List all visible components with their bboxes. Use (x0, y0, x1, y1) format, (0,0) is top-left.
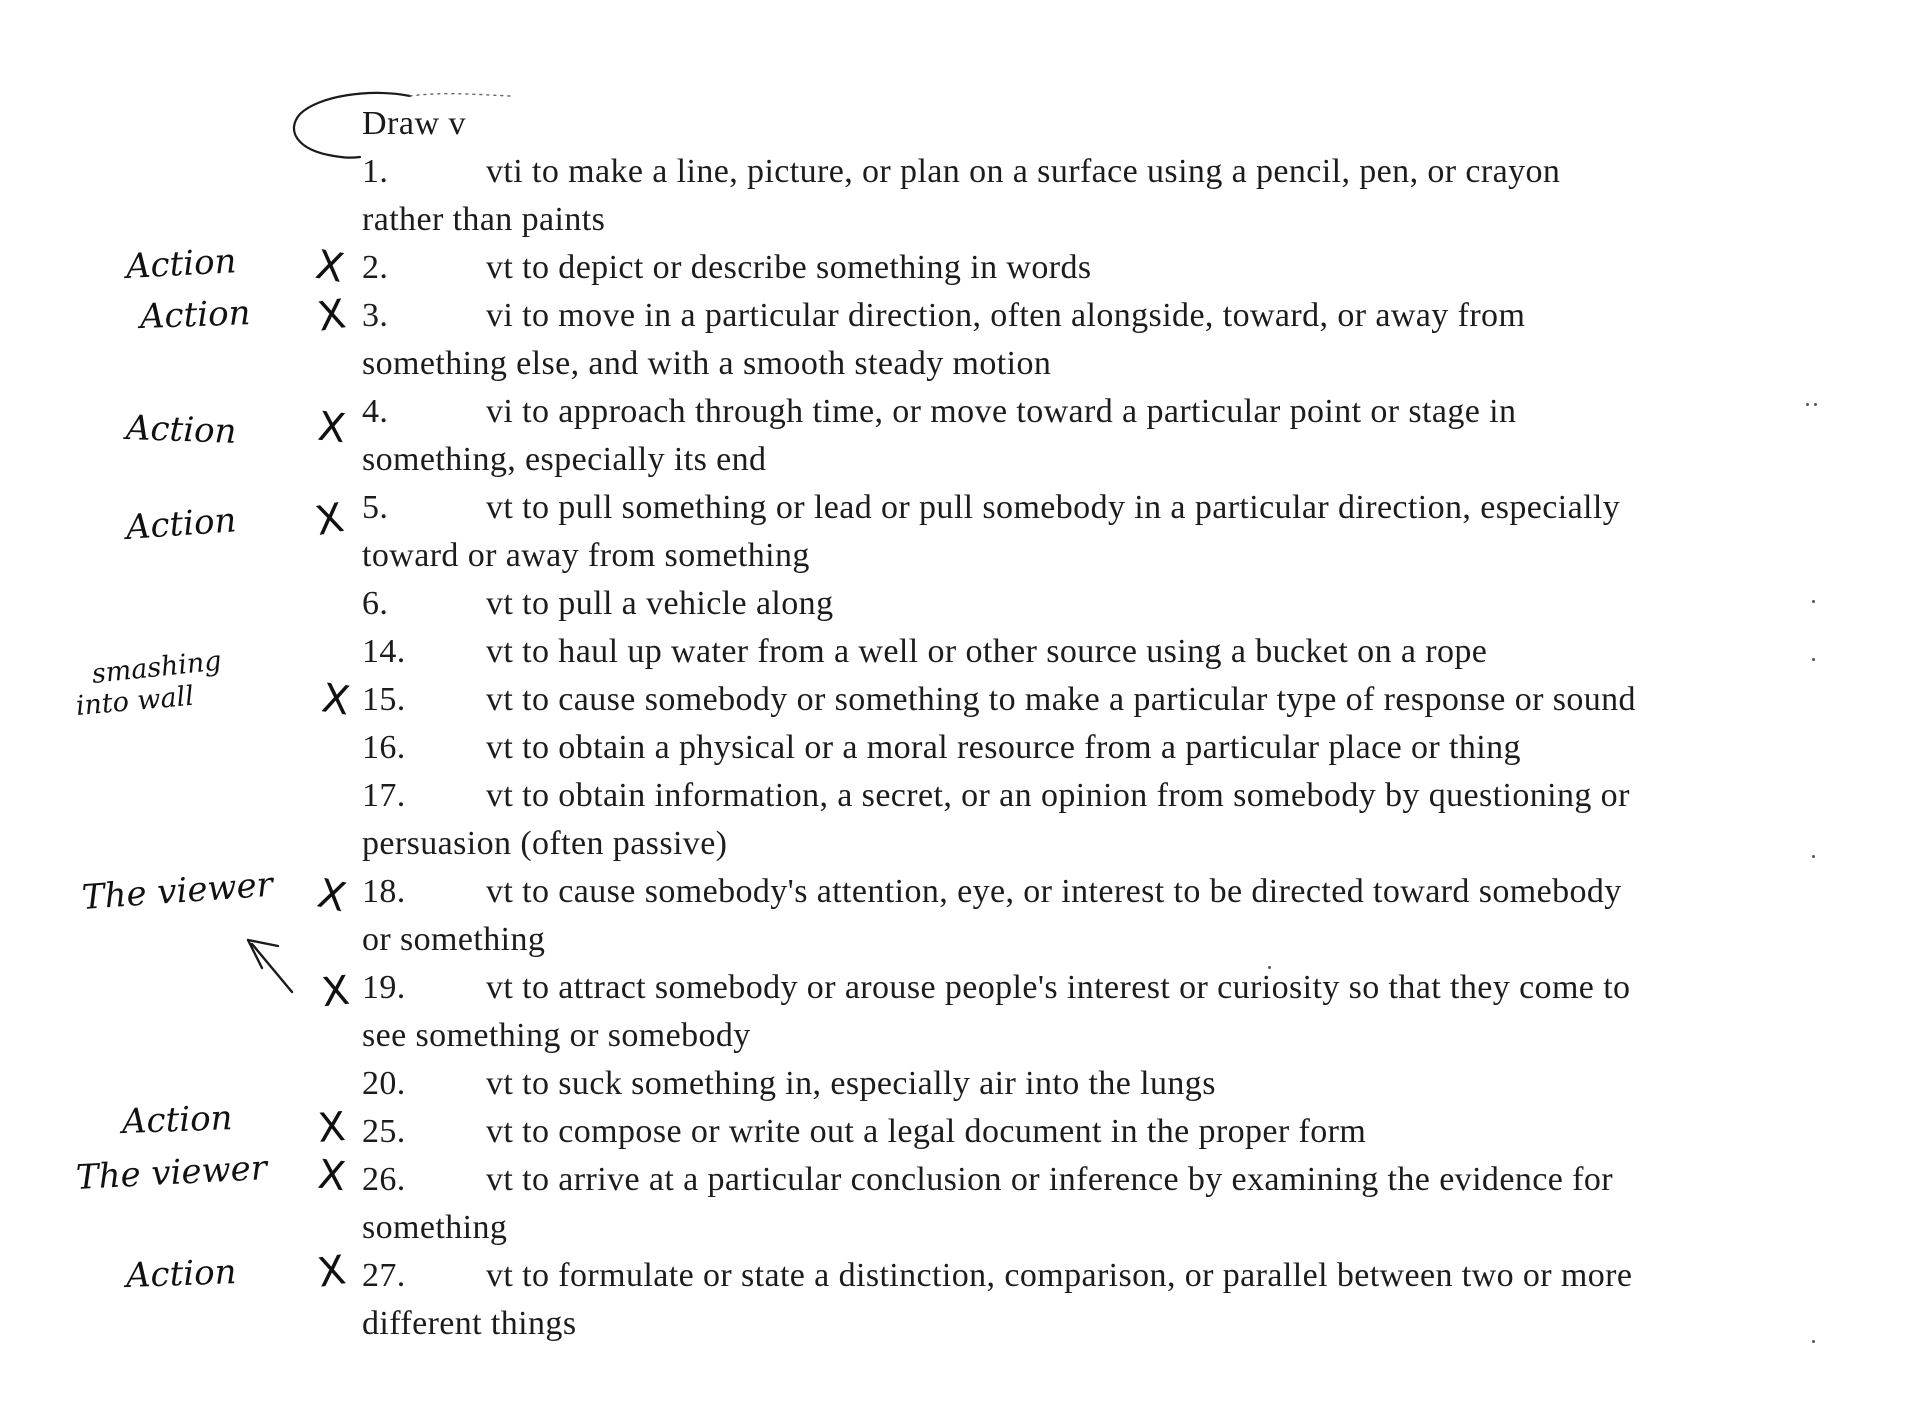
entry-heading: Draw v (362, 105, 467, 142)
handwritten-note-action: Action (139, 293, 252, 337)
definition-15-line-1 (362, 676, 1636, 724)
handwritten-check-mark: X (313, 870, 350, 922)
handwritten-check-mark: X (319, 967, 352, 1017)
definition-text: vt to cause somebody's attention, eye, or interest to be directed toward somebody (486, 873, 1622, 910)
definition-number: 1. (362, 153, 389, 190)
definition-number: 16. (362, 729, 406, 766)
definition-18-line-1 (362, 868, 1622, 916)
definition-20-line-1 (362, 1060, 1216, 1108)
definition-4-line-2: something, especially its end (362, 441, 767, 478)
viewer-arrowhead (248, 940, 278, 968)
handwritten-note-into-wall: into wall (74, 680, 196, 722)
handwritten-check-mark: X (318, 675, 353, 725)
scan-speck (1814, 403, 1817, 406)
definition-number: 25. (362, 1113, 406, 1150)
definition-1-line-2: rather than paints (362, 201, 606, 238)
scan-speck (1812, 600, 1815, 603)
definition-16-line-1 (362, 724, 1521, 772)
definition-19-line-1 (362, 964, 1630, 1012)
definition-number: 4. (362, 393, 389, 430)
definition-text: vt to pull a vehicle along (486, 585, 834, 622)
definition-2-line-1 (362, 244, 1091, 292)
handwritten-note-action: Action (124, 241, 238, 287)
handwritten-check-mark: X (315, 1151, 348, 1201)
scan-speck (1812, 658, 1815, 661)
scan-speck (1812, 1340, 1815, 1343)
definition-number: 2. (362, 249, 389, 286)
definition-number: 26. (362, 1161, 406, 1198)
scan-speck (1812, 855, 1815, 858)
definition-text: vt to attract somebody or arouse people's interest or curiosity so that they come to (486, 969, 1631, 1006)
definition-27-line-2: different things (362, 1305, 577, 1342)
handwritten-note-action: Action (125, 408, 238, 452)
definition-3-line-1 (362, 292, 1525, 340)
handwritten-note-action: Action (121, 1098, 234, 1142)
heading-circle-tail (410, 94, 510, 96)
definition-5-line-1 (362, 484, 1620, 532)
definition-25-line-1 (362, 1108, 1366, 1156)
definition-4-line-1 (362, 388, 1516, 436)
scan-speck (1268, 966, 1271, 969)
definition-number: 3. (362, 297, 389, 334)
definition-number: 27. (362, 1257, 406, 1294)
definition-5-line-2: toward or away from something (362, 537, 810, 574)
definition-26-line-1 (362, 1156, 1613, 1204)
handwritten-check-mark: X (316, 1104, 347, 1152)
handwritten-check-mark: X (314, 1247, 349, 1297)
handwritten-note-action: Action (125, 1252, 238, 1296)
definition-text: vi to move in a particular direction, often alongside, toward, or away from (486, 297, 1526, 334)
definition-number: 5. (362, 489, 389, 526)
definition-26-line-2: something (362, 1209, 508, 1246)
definition-number: 14. (362, 633, 406, 670)
definition-17-line-1 (362, 772, 1630, 820)
definition-number: 19. (362, 969, 406, 1006)
definition-text: vt to pull something or lead or pull somebody in a particular direction, especially (486, 489, 1621, 526)
definition-number: 18. (362, 873, 406, 910)
handwritten-check-mark: X (312, 494, 348, 546)
definition-text: vt to obtain information, a secret, or an opinion from somebody by questioning or (486, 777, 1630, 814)
handwritten-note-smashing: smashing (90, 645, 223, 690)
definition-text: vt to compose or write out a legal document in the proper form (486, 1113, 1367, 1150)
definition-number: 20. (362, 1065, 406, 1102)
definition-number: 6. (362, 585, 389, 622)
definition-18-line-2: or something (362, 921, 546, 958)
definition-text: vt to haul up water from a well or other source using a bucket on a rope (486, 633, 1488, 670)
definition-27-line-1 (362, 1252, 1632, 1300)
handwritten-check-mark: X (314, 291, 349, 341)
definition-text: vt to suck something in, especially air into the lungs (486, 1065, 1216, 1102)
viewer-arrow-stroke (252, 944, 292, 992)
definition-6-line-1 (362, 580, 833, 628)
definition-text: vi to approach through time, or move toward a particular point or stage in (486, 393, 1517, 430)
definition-19-line-2: see something or somebody (362, 1017, 751, 1054)
handwritten-check-mark: X (315, 403, 348, 453)
handwritten-note-action: Action (124, 500, 238, 548)
definition-number: 17. (362, 777, 406, 814)
definition-text: vt to depict or describe something in words (486, 249, 1092, 286)
definition-text: vt to arrive at a particular conclusion or inference by examining the evidence for (486, 1161, 1613, 1198)
handwritten-note-the-viewer: The viewer (74, 1148, 268, 1198)
definition-17-line-2: persuasion (often passive) (362, 825, 728, 862)
definition-text: vt to obtain a physical or a moral resource from a particular place or thing (486, 729, 1521, 766)
definition-3-line-2: something else, and with a smooth steady motion (362, 345, 1052, 382)
scan-speck (1806, 403, 1809, 406)
definition-14-line-1 (362, 628, 1487, 676)
handwritten-note-the-viewer: The viewer (80, 864, 275, 918)
definition-1-line-1 (362, 148, 1560, 196)
definition-text: vt to cause somebody or something to make a particular type of response or sound (486, 681, 1636, 718)
definition-text: vti to make a line, picture, or plan on a surface using a pencil, pen, or crayon (486, 153, 1561, 190)
definition-number: 15. (362, 681, 406, 718)
definition-text: vt to formulate or state a distinction, comparison, or parallel between two or more (486, 1257, 1633, 1294)
handwritten-check-mark: X (312, 241, 348, 293)
